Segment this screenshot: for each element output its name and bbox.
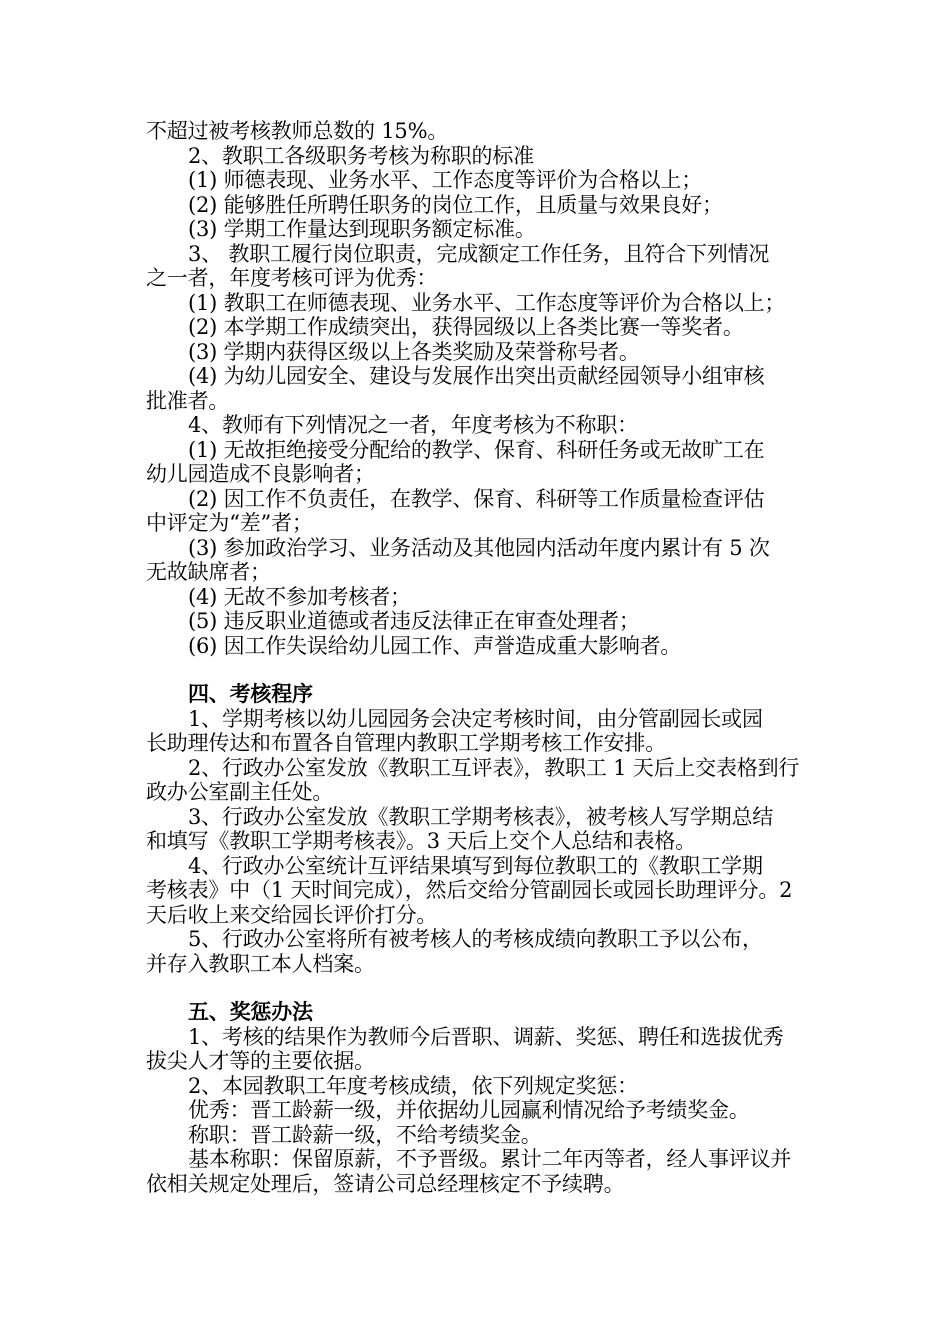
text-line: (3) 学期工作量达到现职务额定标准。 [188,217,536,241]
text-line: 和填写《教职工学期考核表》。3 天后上交个人总结和表格。 [146,829,696,853]
text-line: (2) 因工作不负责任，在教学、保育、科研等工作质量检查评估 [188,486,765,511]
text-line: 称职：晋工龄薪一级，不给考绩奖金。 [188,1122,542,1147]
text-line: (3) 学期内获得区级以上各类奖励及荣誉称号者。 [188,339,640,364]
text-line: 3、 教职工履行岗位职责，完成额定工作任务，且符合下列情况 [188,241,770,266]
text-line: 不超过被考核教师总数的 15%。 [146,119,449,143]
text-line: 3、行政办公室发放《教职工学期考核表》，被考核人写学期总结 [188,804,774,829]
text-line: 1、考核的结果作为教师今后晋职、调薪、奖惩、聘任和选拔优秀 [188,1024,784,1049]
text-line: 4、行政办公室统计互评结果填写到每位教职工的《教职工学期 [188,853,763,878]
text-line: 2、行政办公室发放《教职工互评表》，教职工 1 天后上交表格到行 [188,755,800,780]
text-line: (2) 能够胜任所聘任职务的岗位工作，且质量与效果良好； [188,192,723,217]
text-line: (4) 为幼儿园安全、建设与发展作出突出贡献经园领导小组审核 [188,364,765,388]
text-line: 中评定为“差”者； [146,511,313,535]
text-line: 拔尖人才等的主要依据。 [146,1049,375,1073]
text-line: 考核表》中（1 天时间完成），然后交给分管副园长或园长助理评分。2 [146,878,793,902]
text-line: 之一者，年度考核可评为优秀： [146,266,438,290]
document-body [146,119,816,1196]
text-line: 依相关规定处理后，签请公司总经理核定不予续聘。 [146,1171,625,1196]
text-line: (1) 无故拒绝接受分配给的教学、保育、科研任务或无故旷工在 [188,437,765,462]
text-line: 优秀：晋工龄薪一级，并依据幼儿园赢利情况给予考绩奖金。 [188,1098,750,1122]
section-heading-rewards: 五、奖惩办法 [188,999,313,1024]
text-line: 2、本园教职工年度考核成绩，依下列规定奖惩： [188,1073,638,1098]
text-line: 并存入教职工本人档案。 [146,951,375,976]
text-line: 幼儿园造成不良影响者； [146,462,375,486]
text-line: 基本称职：保留原薪，不予晋级。累计二年丙等者，经人事评议并 [188,1147,792,1171]
text-line: (1) 师德表现、业务水平、工作态度等评价为合格以上； [188,168,703,192]
text-line: (1) 教职工在师德表现、业务水平、工作态度等评价为合格以上； [188,290,786,315]
text-line: (6) 因工作失误给幼儿园工作、声誉造成重大影响者。 [188,633,682,658]
text-line: (3) 参加政治学习、业务活动及其他园内活动年度内累计有 5 次 [188,535,770,560]
text-line: 无故缺席者； [146,560,271,584]
text-line: 政办公室副主任处。 [146,780,334,804]
text-line: (2) 本学期工作成绩突出，获得园级以上各类比赛一等奖者。 [188,315,744,339]
text-line: 2、教职工各级职务考核为称职的标准 [188,143,534,168]
text-line: 5、行政办公室将所有被考核人的考核成绩向教职工予以公布， [188,927,763,951]
text-line: (5) 违反职业道德或者违反法律正在审查处理者； [188,609,640,633]
text-line: 天后收上来交给园长评价打分。 [146,902,438,927]
text-line: 1、学期考核以幼儿园园务会决定考核时间，由分管副园长或园 [188,706,763,731]
text-line: 长助理传达和布置各自管理内教职工学期考核工作安排。 [146,731,666,755]
text-line: 4、教师有下列情况之一者，年度考核为不称职： [188,413,638,437]
section-heading-procedure: 四、考核程序 [188,681,313,706]
text-line: 批准者。 [146,388,230,413]
text-line: (4) 无故不参加考核者； [188,584,411,609]
